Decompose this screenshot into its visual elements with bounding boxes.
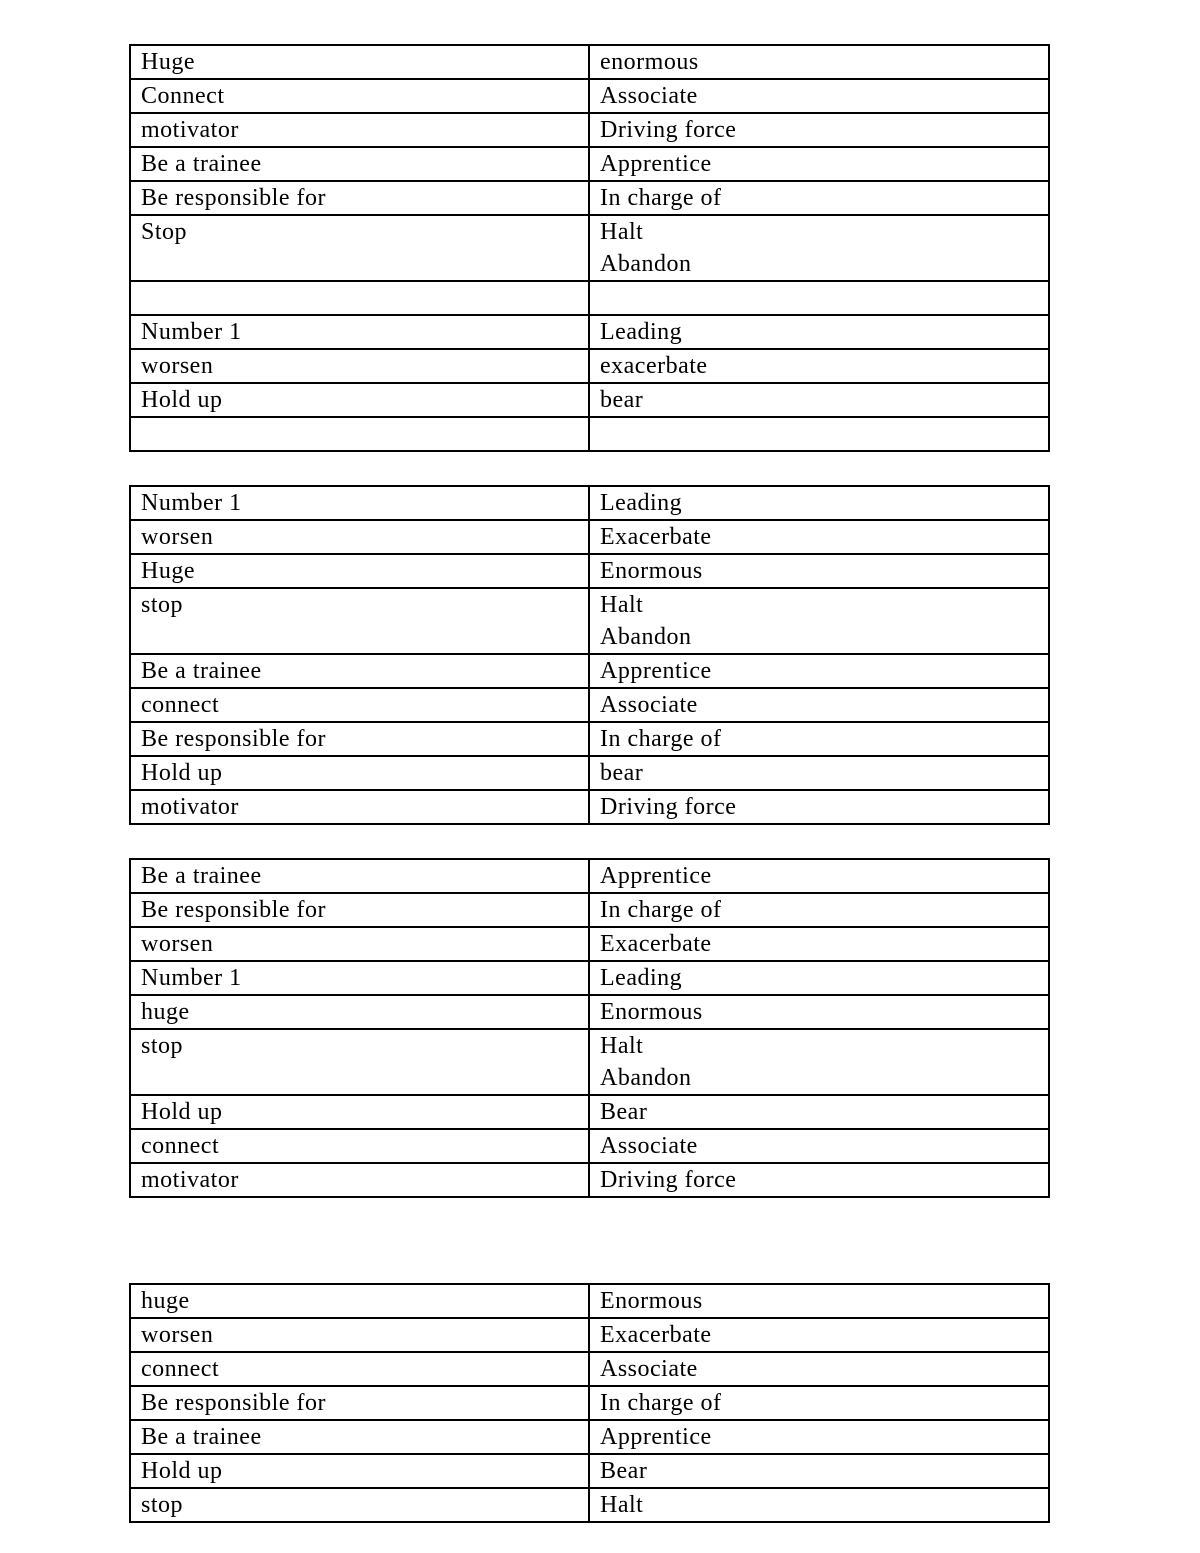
term-cell: Number 1 — [130, 961, 589, 995]
term-cell: Be responsible for — [130, 893, 589, 927]
synonym-cell: Enormous — [589, 1284, 1049, 1318]
table-row — [130, 1163, 1049, 1197]
synonym-cell: Leading — [589, 961, 1049, 995]
term-cell — [130, 417, 589, 451]
term-cell: Be responsible for — [130, 1386, 589, 1420]
term-cell: Hold up — [130, 1454, 589, 1488]
table-row — [130, 1420, 1049, 1454]
table-row — [130, 79, 1049, 113]
term-cell: Be a trainee — [130, 859, 589, 893]
synonym-cell: Halt Abandon — [589, 588, 1049, 654]
table-row — [130, 722, 1049, 756]
synonym-cell: exacerbate — [589, 349, 1049, 383]
synonym-cell: Driving force — [589, 790, 1049, 824]
term-cell: Be responsible for — [130, 181, 589, 215]
term-cell: motivator — [130, 1163, 589, 1197]
table-row — [130, 654, 1049, 688]
table-row — [130, 859, 1049, 893]
term-cell — [130, 281, 589, 315]
synonym-cell: Leading — [589, 315, 1049, 349]
synonym-cell: Driving force — [589, 1163, 1049, 1197]
table-row — [130, 520, 1049, 554]
term-cell: worsen — [130, 520, 589, 554]
table-row — [130, 281, 1049, 315]
term-cell: stop — [130, 588, 589, 654]
synonym-cell: Associate — [589, 79, 1049, 113]
synonym-cell: Leading — [589, 486, 1049, 520]
table-row — [130, 756, 1049, 790]
synonym-cell: Halt Abandon — [589, 215, 1049, 281]
vocab-table-2 — [129, 485, 1050, 825]
synonym-cell — [589, 417, 1049, 451]
synonym-cell: Driving force — [589, 113, 1049, 147]
table-row — [130, 1029, 1049, 1095]
term-cell: connect — [130, 1352, 589, 1386]
synonym-cell: Exacerbate — [589, 1318, 1049, 1352]
vocab-table-3 — [129, 858, 1050, 1198]
synonym-cell: Apprentice — [589, 859, 1049, 893]
synonym-cell: Exacerbate — [589, 520, 1049, 554]
table-row — [130, 927, 1049, 961]
table-row — [130, 1284, 1049, 1318]
term-cell: Be responsible for — [130, 722, 589, 756]
synonym-cell: enormous — [589, 45, 1049, 79]
table-row — [130, 181, 1049, 215]
term-cell: stop — [130, 1029, 589, 1095]
vocab-table-4 — [129, 1283, 1050, 1523]
synonym-cell: Enormous — [589, 554, 1049, 588]
synonym-cell: bear — [589, 756, 1049, 790]
term-cell: worsen — [130, 1318, 589, 1352]
table-row — [130, 349, 1049, 383]
table-row — [130, 147, 1049, 181]
synonym-cell: Bear — [589, 1454, 1049, 1488]
table-row — [130, 1454, 1049, 1488]
term-cell: Huge — [130, 554, 589, 588]
table-row — [130, 1488, 1049, 1522]
synonym-cell: Halt — [589, 1488, 1049, 1522]
table-row — [130, 486, 1049, 520]
synonym-cell: Enormous — [589, 995, 1049, 1029]
table-row — [130, 1318, 1049, 1352]
term-cell: connect — [130, 1129, 589, 1163]
term-cell: huge — [130, 1284, 589, 1318]
term-cell: stop — [130, 1488, 589, 1522]
table-row — [130, 383, 1049, 417]
term-cell: Hold up — [130, 383, 589, 417]
term-cell: huge — [130, 995, 589, 1029]
term-cell: worsen — [130, 927, 589, 961]
synonym-cell: Associate — [589, 1129, 1049, 1163]
synonym-cell: Apprentice — [589, 147, 1049, 181]
term-cell: Number 1 — [130, 486, 589, 520]
term-cell: Hold up — [130, 756, 589, 790]
term-cell: worsen — [130, 349, 589, 383]
table-row — [130, 45, 1049, 79]
synonym-cell: Bear — [589, 1095, 1049, 1129]
term-cell: Connect — [130, 79, 589, 113]
table-row — [130, 315, 1049, 349]
term-cell: Huge — [130, 45, 589, 79]
synonym-cell: Halt Abandon — [589, 1029, 1049, 1095]
table-row — [130, 1386, 1049, 1420]
table-row — [130, 688, 1049, 722]
synonym-cell: In charge of — [589, 893, 1049, 927]
term-cell: Hold up — [130, 1095, 589, 1129]
table-row — [130, 417, 1049, 451]
synonym-cell: In charge of — [589, 722, 1049, 756]
term-cell: motivator — [130, 790, 589, 824]
table-row — [130, 1352, 1049, 1386]
synonym-cell: Apprentice — [589, 654, 1049, 688]
synonym-cell: Associate — [589, 1352, 1049, 1386]
vocab-table-1 — [129, 44, 1050, 452]
synonym-cell: Exacerbate — [589, 927, 1049, 961]
synonym-cell: Associate — [589, 688, 1049, 722]
table-row — [130, 893, 1049, 927]
synonym-cell: In charge of — [589, 1386, 1049, 1420]
synonym-cell — [589, 281, 1049, 315]
table-row — [130, 961, 1049, 995]
table-row — [130, 995, 1049, 1029]
table-row — [130, 790, 1049, 824]
term-cell: Be a trainee — [130, 1420, 589, 1454]
table-row — [130, 554, 1049, 588]
table-row — [130, 1129, 1049, 1163]
synonym-cell: bear — [589, 383, 1049, 417]
table-row — [130, 215, 1049, 281]
term-cell: connect — [130, 688, 589, 722]
term-cell: Be a trainee — [130, 654, 589, 688]
term-cell: Stop — [130, 215, 589, 281]
table-row — [130, 113, 1049, 147]
synonym-cell: In charge of — [589, 181, 1049, 215]
table-row — [130, 1095, 1049, 1129]
synonym-cell: Apprentice — [589, 1420, 1049, 1454]
table-row — [130, 588, 1049, 654]
term-cell: Be a trainee — [130, 147, 589, 181]
term-cell: motivator — [130, 113, 589, 147]
term-cell: Number 1 — [130, 315, 589, 349]
